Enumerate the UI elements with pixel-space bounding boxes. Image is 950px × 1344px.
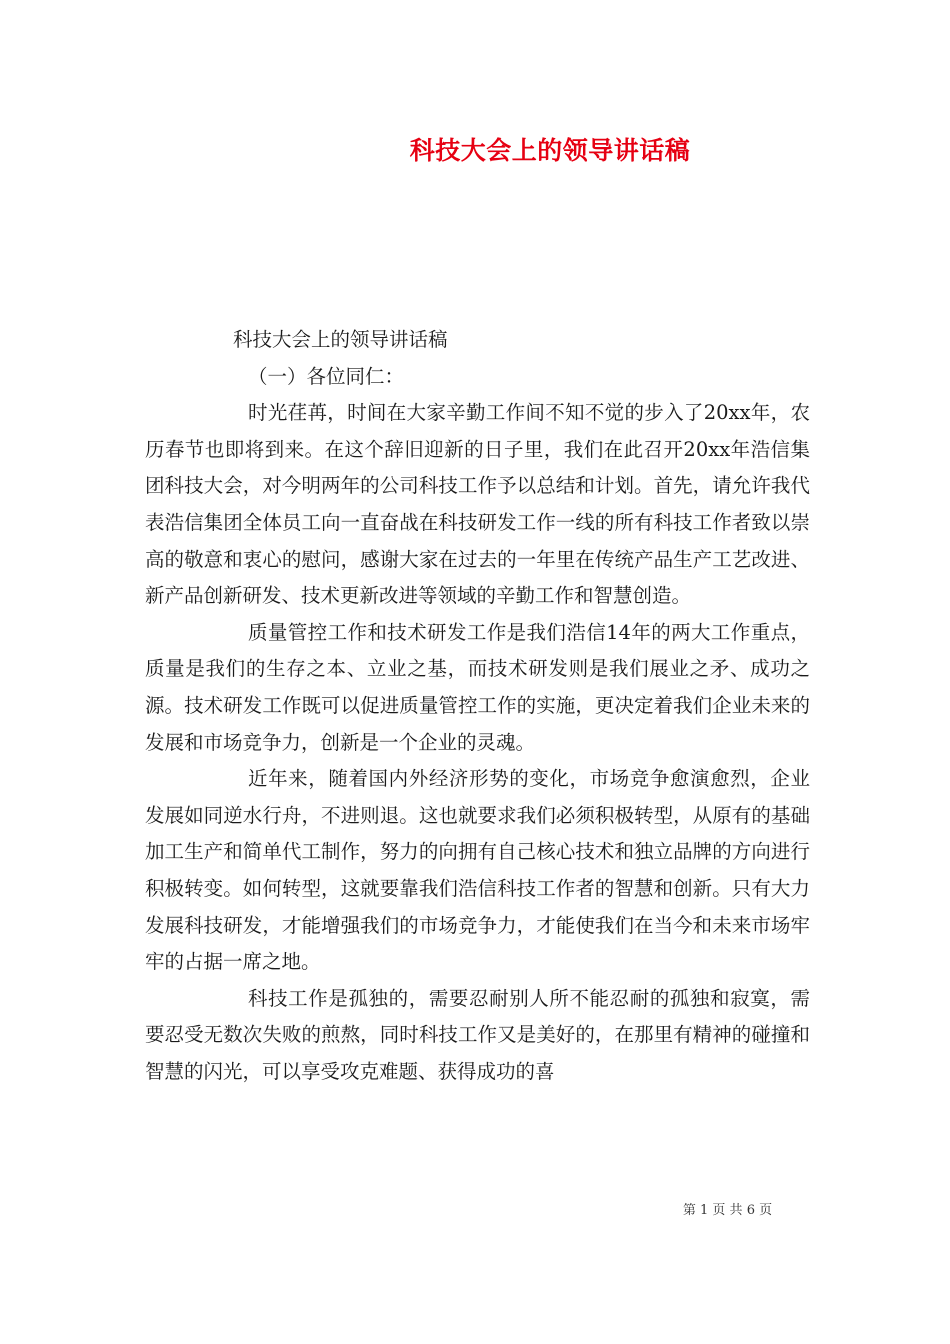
paragraph-4: 科技工作是孤独的，需要忍耐别人所不能忍耐的孤独和寂寞，需要忍受无数次失败的煎熬，同时科技工作又是美好的，在那里有精神的碰撞和智慧的闪光，可以享受攻克难题、获得成功的喜 xyxy=(145,986,810,1083)
paragraph-1: 时光荏苒，时间在大家辛勤工作间不知不觉的步入了20xx年，农历春节也即将到来。在这个辞旧迎新的日子里，我们在此召开20xx年浩信集团科技大会，对今明两年的公司科技工作予以总结和计划。首先，请允许我代表浩信集团全体员工向一直奋战在科技研发工作一线的所有科技工作者致以崇高的敬意和衷心的慰问，感谢大家在过去的一年里在传统产品生产工艺改进、新产品创新研发、技术更新改进等领域的辛勤工作和智慧创造。 xyxy=(145,401,810,608)
paragraph-2: 质量管控工作和技术研发工作是我们浩信14年的两大工作重点，质量是我们的生存之本、立业之基，而技术研发则是我们展业之矛、成功之源。技术研发工作既可以促进质量管控工作的实施，更决定着我们企业未来的发展和市场竞争力，创新是一个企业的灵魂。 xyxy=(145,620,810,754)
salutation: （一）各位同仁： xyxy=(248,364,405,388)
paragraph-3: 近年来，随着国内外经济形势的变化，市场竞争愈演愈烈，企业发展如同逆水行舟，不进则退。这也就要求我们必须积极转型，从原有的基础加工生产和简单代工制作，努力的向拥有自己核心技术和独立品牌的方向进行积极转变。如何转型，这就要靠我们浩信科技工作者的智慧和创新。只有大力发展科技研发，才能增强我们的市场竞争力，才能使我们在当今和未来市场牢牢的占据一席之地。 xyxy=(145,767,810,974)
document-title: 科技大会上的领导讲话稿 xyxy=(409,136,691,165)
document-subtitle: 科技大会上的领导讲话稿 xyxy=(233,328,448,351)
document-body xyxy=(145,322,810,1090)
page-footer: 第 1 页 共 6 页 xyxy=(682,1203,773,1218)
